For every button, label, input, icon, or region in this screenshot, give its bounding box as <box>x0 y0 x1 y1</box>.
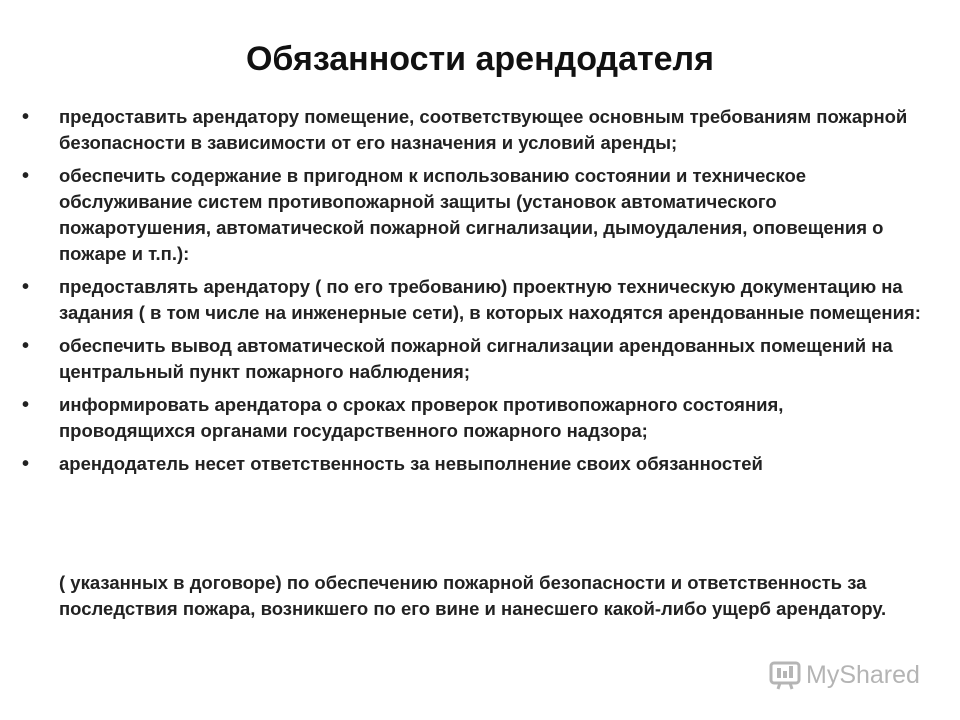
bullet-text: информировать арендатора о сроках проверок противопожарного состояния, проводящихся органами государственного пожарного надзора; <box>59 394 784 441</box>
watermark-text: MyShared <box>806 660 920 689</box>
bullet-text: обеспечить вывод автоматической пожарной сигнализации арендованных помещений на центральный пункт пожарного наблюдения; <box>59 335 893 382</box>
watermark <box>768 655 920 695</box>
myshared-logo-icon <box>768 658 802 692</box>
bullet-text: предоставлять арендатору ( по его требованию) проектную техническую документацию на задания ( в том числе на инженерные сети), в которых находятся арендованные помещения: <box>59 276 921 323</box>
slide-title: Обязанности арендодателя <box>245 40 714 78</box>
bullet-item <box>22 274 922 326</box>
bullet-item <box>22 333 922 385</box>
bullet-item <box>22 104 922 156</box>
bullet-marker: • <box>22 165 30 187</box>
bullet-text: обеспечить содержание в пригодном к использованию состоянии и техническое обслуживание систем противопожарной защиты (установок автоматического пожаротушения, автоматической пожарной сигнализации, дымоудаления, оповещения о пожаре и т.п.): <box>59 165 884 264</box>
bullet-item <box>22 163 922 267</box>
bullet-marker: • <box>22 106 30 128</box>
bullet-text: арендодатель несет ответственность за невыполнение своих обязанностей <box>59 453 763 474</box>
bullet-marker: • <box>22 276 30 298</box>
bullet-item <box>22 392 922 444</box>
bullet-marker: • <box>22 453 30 475</box>
bullet-marker: • <box>22 335 30 357</box>
bullet-item <box>22 451 922 477</box>
bullet-continuation: ( указанных в договоре) по обеспечению пожарной безопасности и ответственность за последствия пожара, возникшего по его вине и нанесшего какой-либо ущерб арендатору. <box>59 572 887 619</box>
bullet-text: предоставить арендатору помещение, соответствующее основным требованиям пожарной безопасности в зависимости от его назначения и условий аренды; <box>59 106 908 153</box>
bullet-list <box>22 104 922 484</box>
bullet-marker: • <box>22 394 30 416</box>
